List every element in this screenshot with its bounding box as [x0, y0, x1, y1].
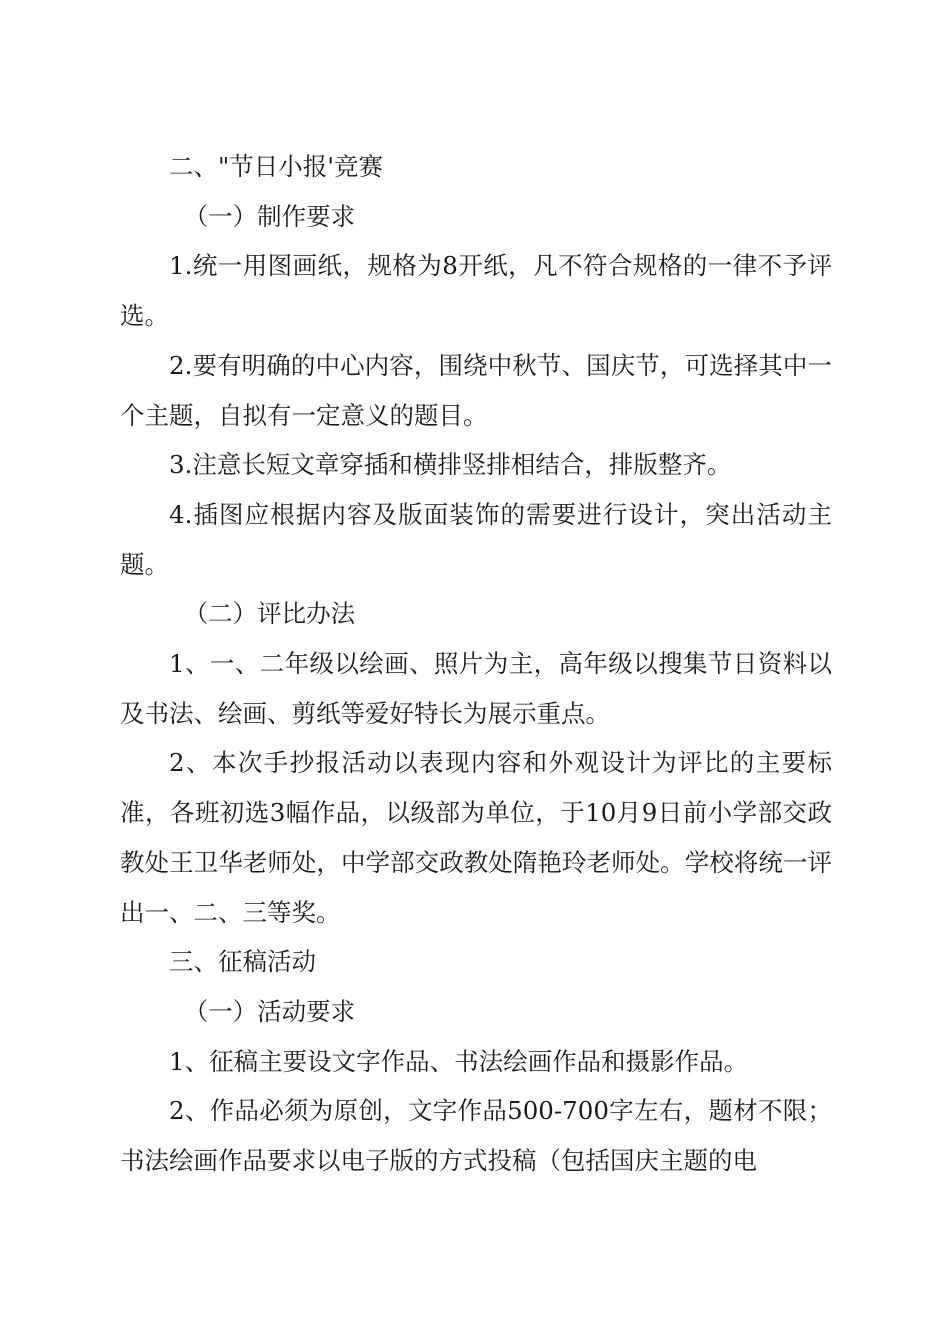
subsection-evaluation-method: （二）评比办法: [183, 599, 356, 629]
document-body: [120, 142, 832, 1186]
requirement-paragraph-4: 4.插图应根据内容及版面装饰的需要进行设计，突出活动主题。: [120, 499, 832, 579]
section-heading-call-for-submissions: 三、征稿活动: [169, 947, 316, 977]
activity-paragraph-2: 2、作品必须为原创，文字作品500-700字左右，题材不限；书法绘画作品要求以电子版的方式投稿（包括国庆主题的电: [120, 1096, 832, 1176]
subsection-activity-requirements: （一）活动要求: [183, 996, 356, 1026]
requirement-paragraph-1: 1.统一用图画纸，规格为8开纸，凡不符合规格的一律不予评选。: [120, 251, 832, 331]
section-heading-festival-newspaper: 二、"节日小报'竞赛: [169, 152, 384, 181]
requirement-paragraph-3: 3.注意长短文章穿插和横排竖排相结合，排版整齐。: [169, 450, 732, 480]
evaluation-paragraph-1: 1、一、二年级以绘画、照片为主，高年级以搜集节日资料以及书法、绘画、剪纸等爱好特长为展示重点。: [120, 649, 832, 728]
evaluation-paragraph-2: 2、本次手抄报活动以表现内容和外观设计为评比的主要标准，各班初选3幅作品，以级部为单位，于10月9日前小学部交政教处王卫华老师处，中学部交政教处隋艳玲老师处。学校将统一评出一、二、三等奖。: [120, 748, 832, 927]
activity-paragraph-1: 1、征稿主要设文字作品、书法绘画作品和摄影作品。: [169, 1046, 749, 1076]
requirement-paragraph-2: 2.要有明确的中心内容，围绕中秋节、国庆节，可选择其中一个主题，自拟有一定意义的题目。: [120, 350, 832, 430]
subsection-production-requirements: （一）制作要求: [183, 201, 356, 231]
